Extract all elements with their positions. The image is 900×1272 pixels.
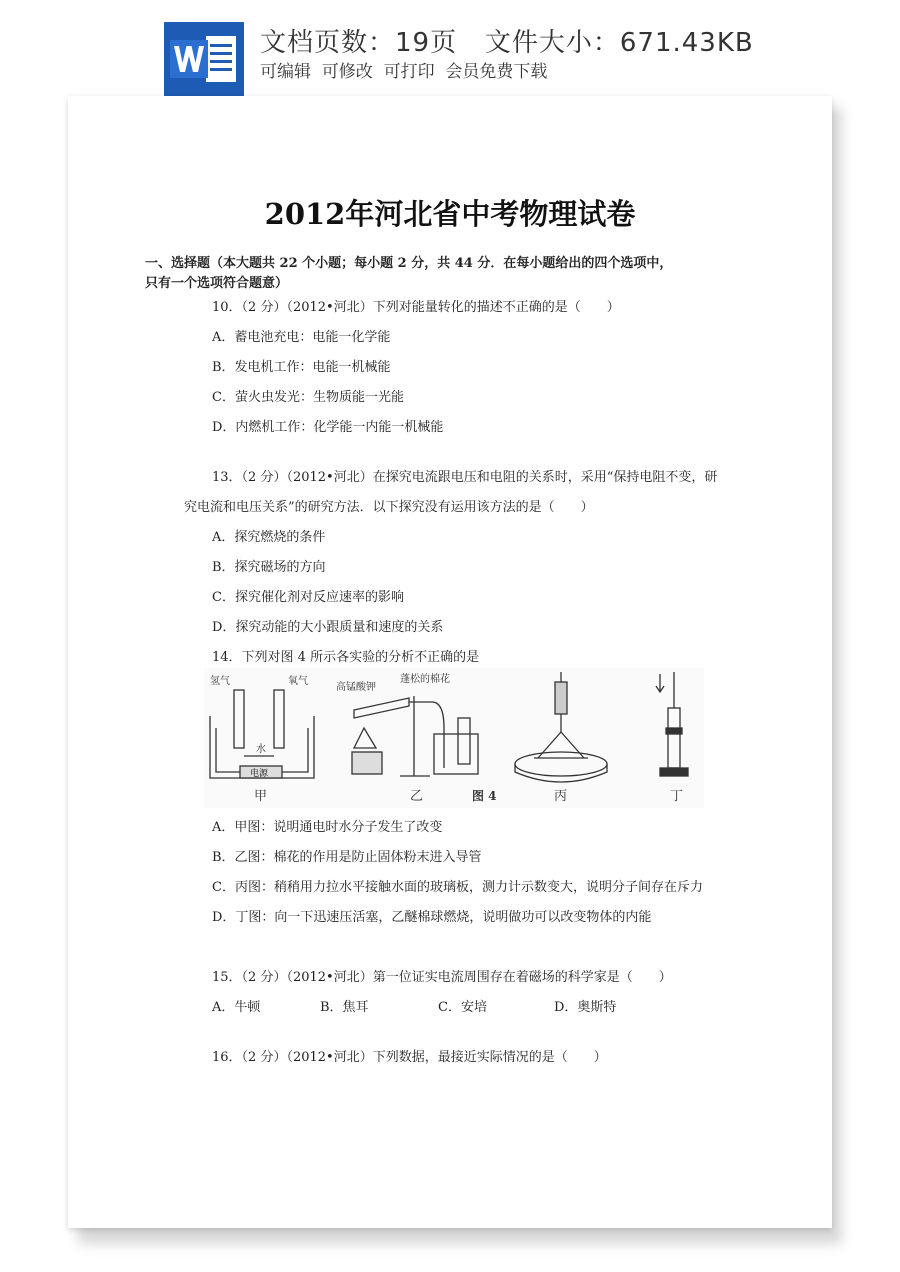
document-info: 文档页数：19页 文件大小：671.43KB — [260, 28, 754, 58]
figure-label-yi: 乙 — [410, 789, 424, 804]
hydrogen-label: 氢气 — [210, 676, 230, 687]
figure-caption: 图 4 — [472, 789, 497, 803]
q10-option-a: A．蓄电池充电：电能一化学能 — [212, 330, 391, 345]
download-banner — [0, 0, 900, 96]
figure-label-bing: 丙 — [554, 789, 568, 804]
water-label: 水 — [256, 744, 266, 755]
q10-option-c: C．萤火虫发光：生物质能一光能 — [212, 390, 404, 405]
section-heading-line2: 只有一个选项符合题意） — [145, 276, 289, 291]
section-heading-line1: 一、选择题（本大题共 22 个小题；每小题 2 分，共 44 分．在每小题给出的四个选项中， — [145, 256, 673, 271]
q13-option-b: B．探究磁场的方向 — [212, 560, 326, 575]
q15-option-d: D．奥斯特 — [554, 1000, 617, 1015]
figure-label-ding: 丁 — [670, 789, 684, 804]
q13-stem-line1: 13．（2 分）（2012•河北）在探究电流跟电压和电阻的关系时，采用“保持电阻不变，研 — [212, 470, 718, 485]
page-title: 2012年河北省中考物理试卷 — [264, 197, 636, 231]
potassium-permanganate-label: 高锰酸钾 — [336, 682, 376, 693]
q15-stem: 15．（2 分）（2012•河北）第一位证实电流周围存在着磁场的科学家是（ ） — [212, 970, 672, 985]
q14-stem: 14．下列对图 4 所示各实验的分析不正确的是 — [212, 650, 480, 665]
q10-option-d: D．内燃机工作：化学能一内能一机械能 — [212, 420, 444, 435]
q13-option-d: D．探究动能的大小跟质量和速度的关系 — [212, 620, 444, 635]
document-features: 可编辑 可修改 可打印 会员免费下载 — [260, 62, 548, 82]
figure-label-jia: 甲 — [254, 789, 268, 804]
q13-option-a: A．探究燃烧的条件 — [212, 530, 326, 545]
q14-option-c: C．丙图：稍稍用力拉水平接触水面的玻璃板，测力计示数变大，说明分子间存在斥力 — [212, 880, 703, 895]
q13-option-c: C．探究催化剂对反应速率的影响 — [212, 590, 404, 605]
oxygen-label: 氧气 — [288, 676, 308, 687]
experiment-figure — [204, 668, 704, 808]
power-source-label: 电源 — [250, 769, 269, 779]
q15-option-a: A．牛顿 — [212, 1000, 261, 1015]
q10-option-b: B．发电机工作：电能一机械能 — [212, 360, 391, 375]
q13-stem-line2: 究电流和电压关系”的研究方法．以下探究没有运用该方法的是（ ） — [184, 500, 594, 515]
document-page — [68, 96, 832, 1228]
q10-stem: 10．（2 分）（2012•河北）下列对能量转化的描述不正确的是（ ） — [212, 300, 620, 315]
q14-option-b: B．乙图：棉花的作用是防止固体粉末进入导管 — [212, 850, 482, 865]
q16-stem: 16．（2 分）（2012•河北）下列数据，最接近实际情况的是（ ） — [212, 1050, 607, 1065]
cotton-label: 蓬松的棉花 — [400, 674, 450, 685]
word-document-icon — [164, 22, 244, 96]
q14-option-d: D．丁图：向一下迅速压活塞，乙醚棉球燃烧，说明做功可以改变物体的内能 — [212, 910, 652, 925]
q15-option-c: C．安培 — [438, 1000, 487, 1015]
q14-option-a: A．甲图：说明通电时水分子发生了改变 — [212, 820, 443, 835]
q15-option-b: B．焦耳 — [320, 1000, 369, 1015]
